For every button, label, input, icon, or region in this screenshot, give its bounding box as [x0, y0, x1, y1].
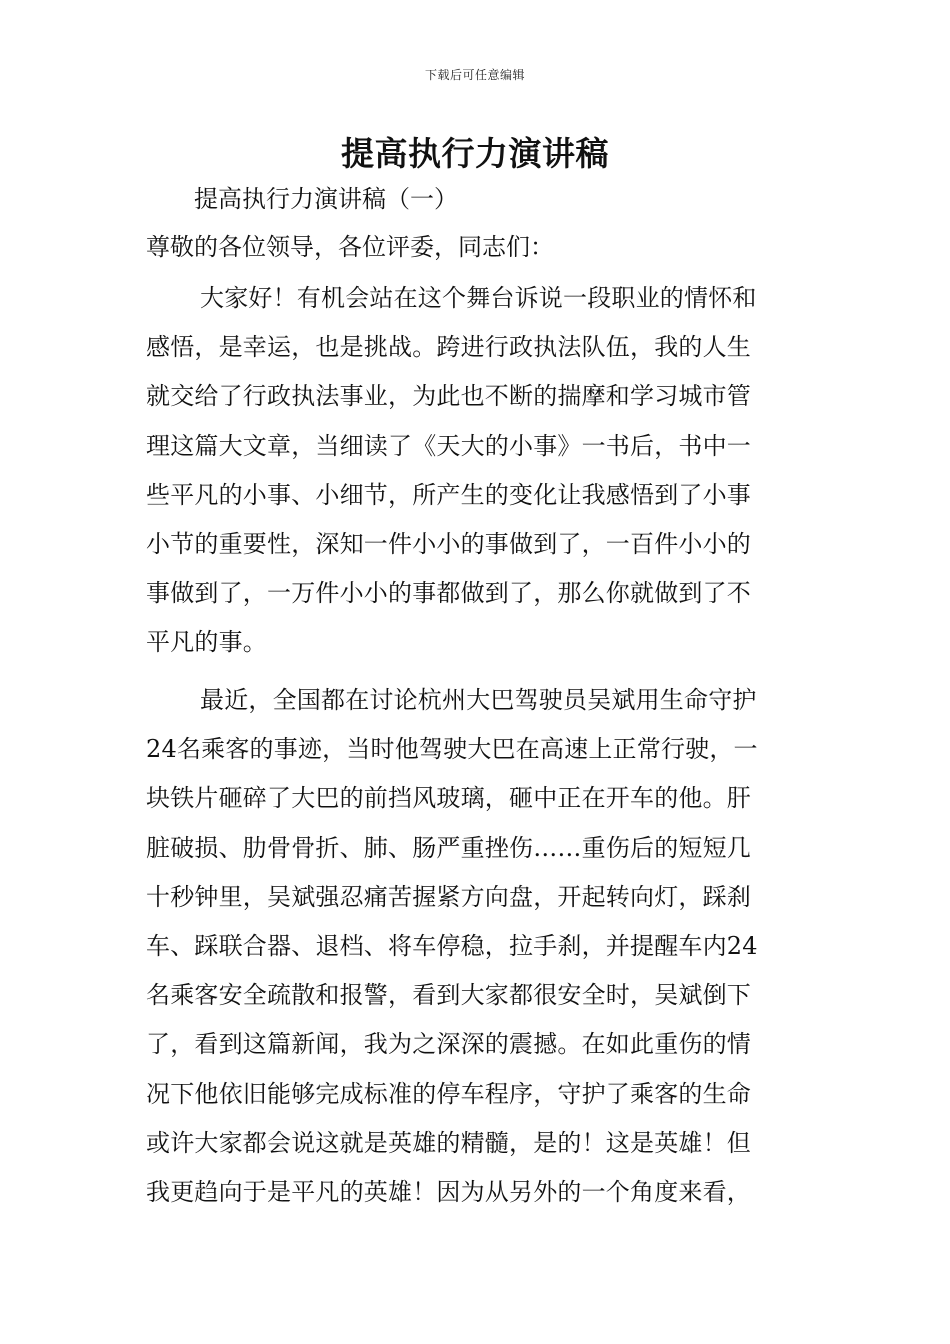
- paragraph-line: 或许大家都会说这就是英雄的精髓，是的！这是英雄！但: [146, 1128, 751, 1157]
- paragraph-line: 些平凡的小事、小细节，所产生的变化让我感悟到了小事: [146, 480, 751, 509]
- paragraph-line: 大家好！有机会站在这个舞台诉说一段职业的情怀和: [200, 284, 757, 312]
- header-note: 下载后可任意编辑: [424, 68, 525, 82]
- paragraph-line: 平凡的事。: [146, 628, 267, 657]
- paragraph-line: 十秒钟里，吴斌强忍痛苦握紧方向盘，开起转向灯，踩刹: [146, 882, 751, 911]
- document-subtitle: 提高执行力演讲稿（一）: [194, 185, 458, 213]
- paragraph-line: 理这篇大文章，当细读了《天大的小事》一书后，书中一: [146, 431, 751, 460]
- paragraph-line: 块铁片砸碎了大巴的前挡风玻璃，砸中正在开车的他。肝: [146, 784, 751, 813]
- paragraph-line: 最近，全国都在讨论杭州大巴驾驶员吴斌用生命守护: [200, 686, 757, 714]
- paragraph-line: 小节的重要性，深知一件小小的事做到了，一百件小小的: [146, 529, 751, 558]
- document-title: 提高执行力演讲稿: [341, 134, 609, 173]
- paragraph-2: [146, 676, 810, 1217]
- paragraph-1: [146, 274, 810, 668]
- paragraph-line: 24名乘客的事迹，当时他驾驶大巴在高速上正常行驶，一: [146, 735, 758, 764]
- paragraph-line: 感悟，是幸运，也是挑战。跨进行政执法队伍，我的人生: [146, 333, 751, 362]
- paragraph-line: 况下他依旧能够完成标准的停车程序，守护了乘客的生命: [146, 1079, 751, 1108]
- paragraph-line: 脏破损、肋骨骨折、肺、肠严重挫伤……重伤后的短短几: [146, 833, 751, 862]
- paragraph-line: 就交给了行政执法事业，为此也不断的揣摩和学习城市管: [146, 382, 751, 411]
- paragraph-line: 事做到了，一万件小小的事都做到了，那么你就做到了不: [146, 579, 751, 608]
- paragraph-line: 我更趋向于是平凡的英雄！因为从另外的一个角度来看，: [146, 1177, 751, 1206]
- paragraph-line: 车、踩联合器、退档、将车停稳，拉手刹，并提醒车内24: [146, 931, 758, 960]
- greeting-line: 尊敬的各位领导，各位评委，同志们：: [146, 233, 554, 261]
- paragraph-line: 了，看到这篇新闻，我为之深深的震撼。在如此重伤的情: [146, 1030, 751, 1059]
- paragraph-line: 名乘客安全疏散和报警，看到大家都很安全时，吴斌倒下: [146, 981, 751, 1010]
